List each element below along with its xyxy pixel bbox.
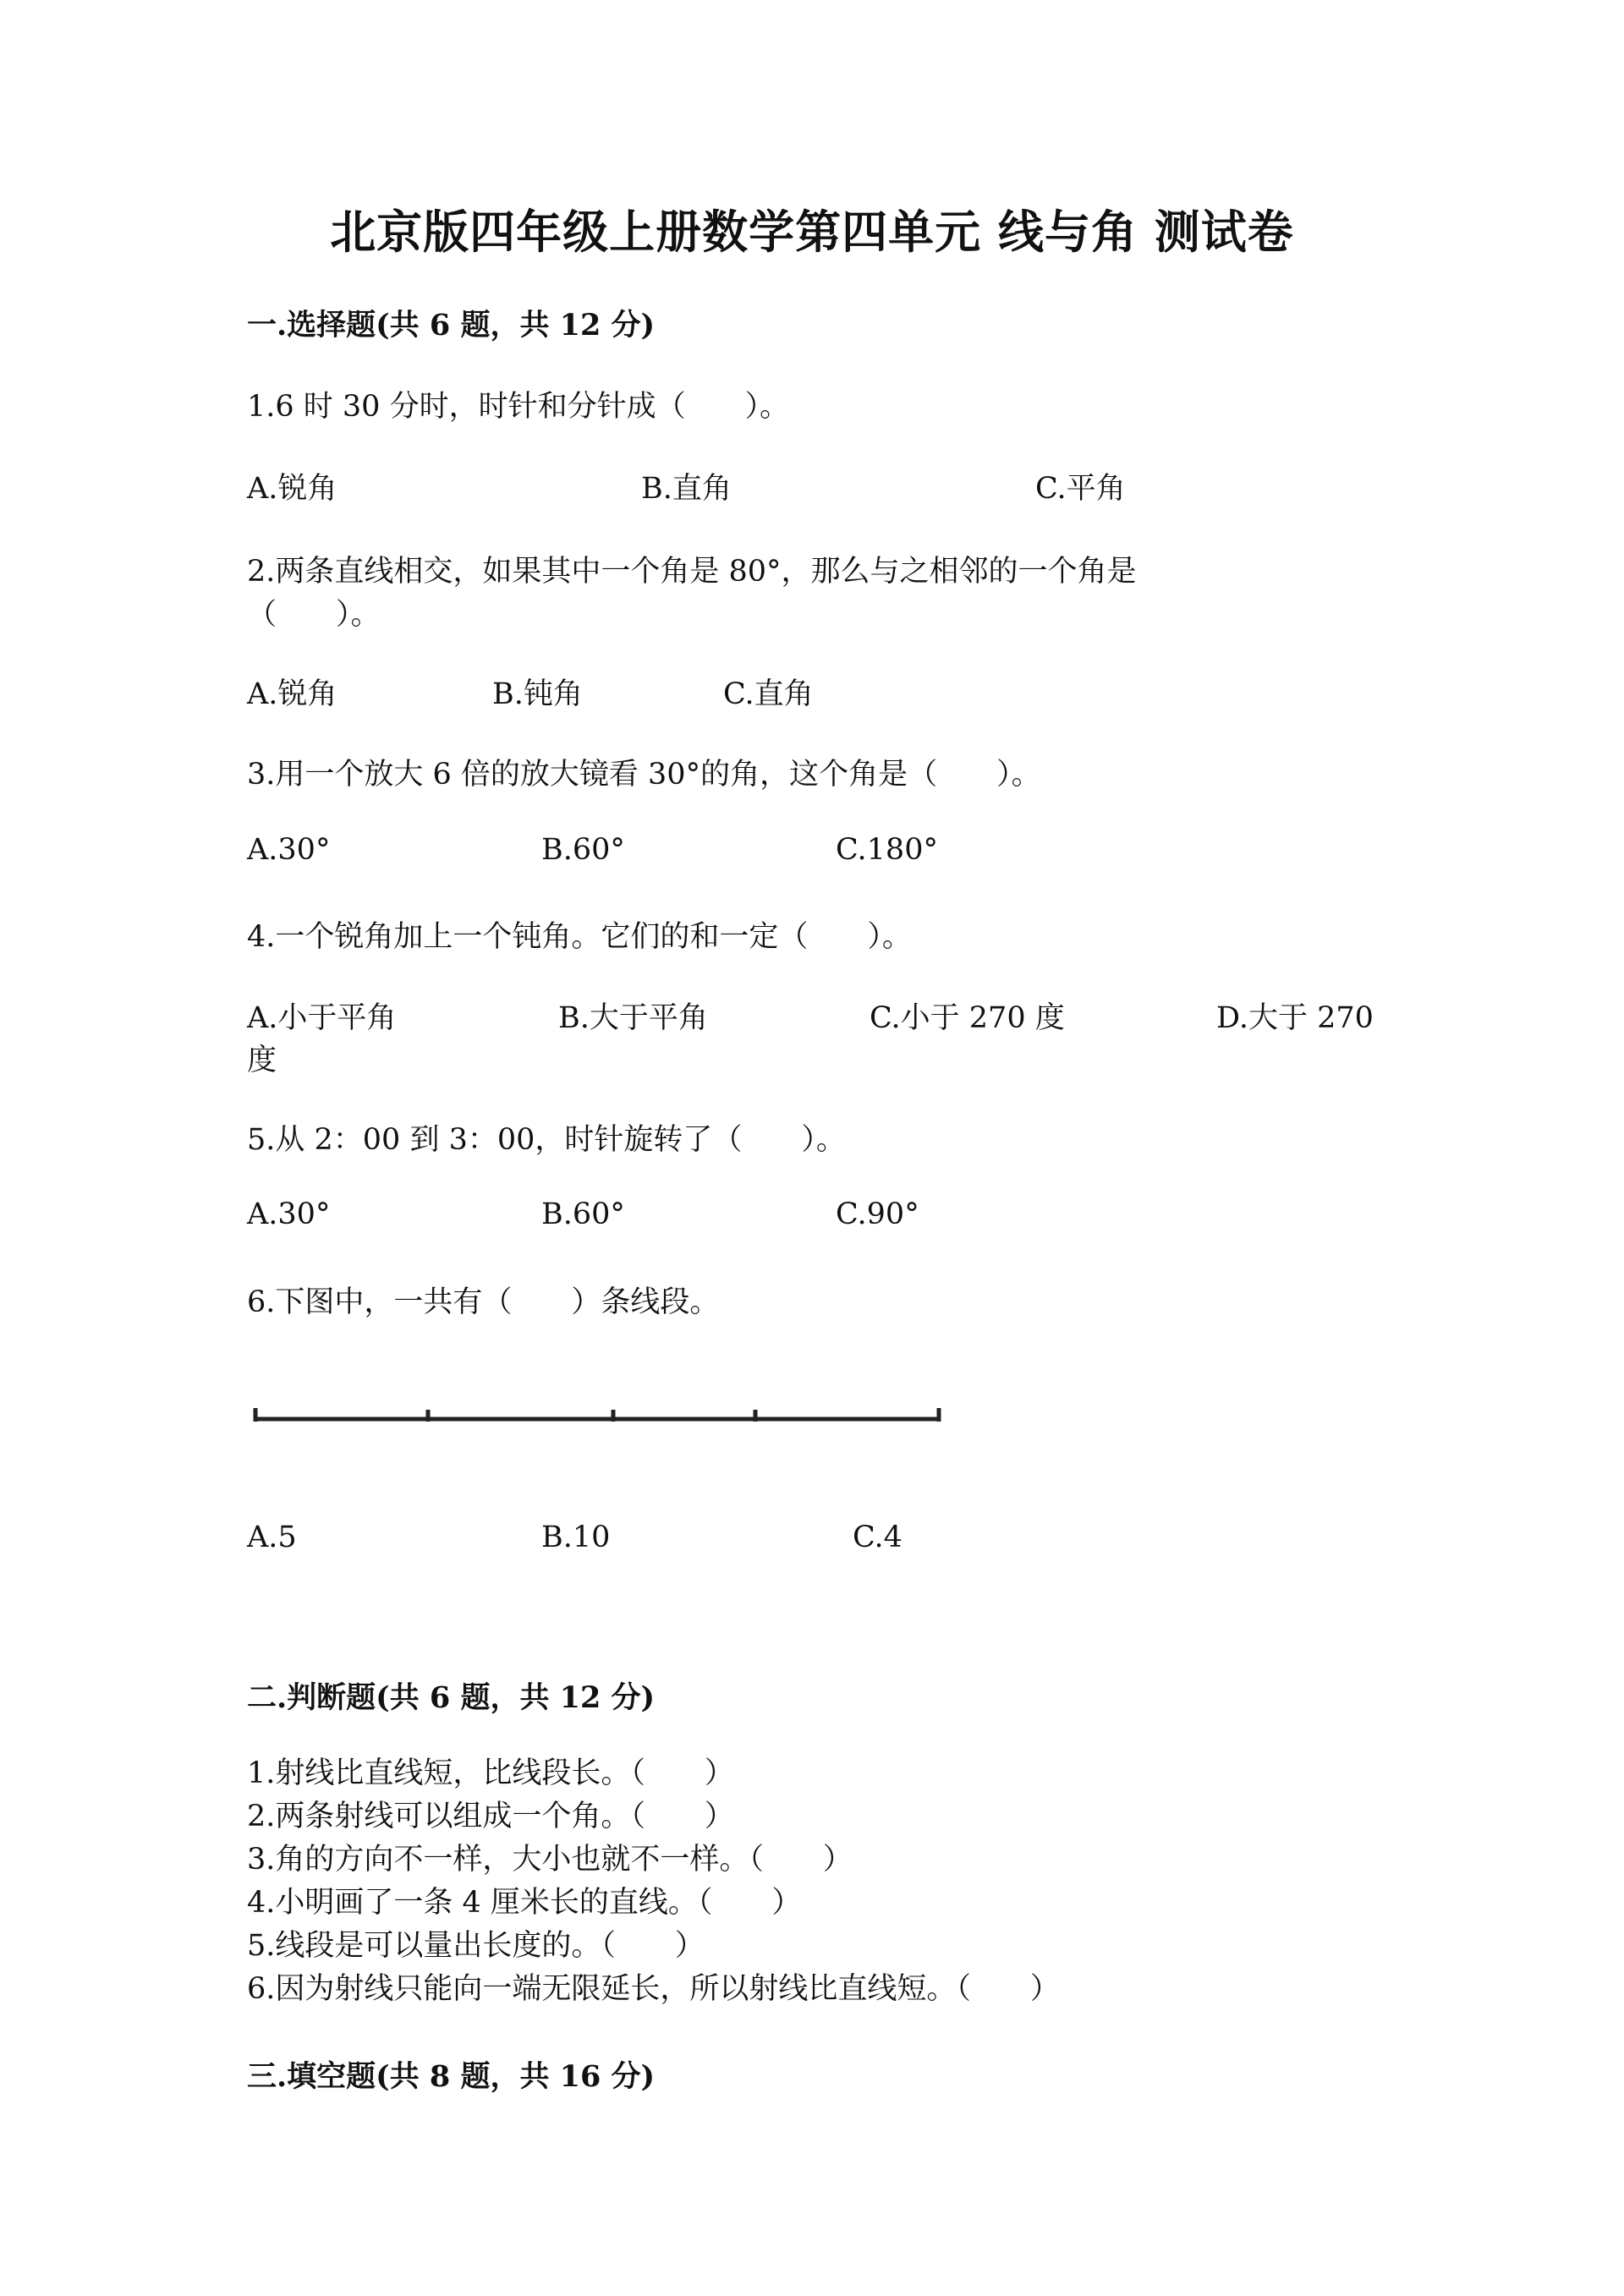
judge-question-4: 4.小明画了一条 4 厘米长的直线。（ ） bbox=[247, 1886, 802, 1920]
question-3-option-a: A.30° bbox=[247, 833, 331, 867]
question-3-option-c: C.180° bbox=[836, 833, 938, 867]
question-2-option-b: B.钝角 bbox=[492, 677, 583, 711]
section-heading-choice: 一.选择题(共 6 题，共 12 分) bbox=[247, 308, 656, 342]
section-heading-fill: 三.填空题(共 8 题，共 16 分) bbox=[247, 2059, 656, 2094]
question-1-stem: 1.6 时 30 分时，时针和分针成（ ）。 bbox=[247, 390, 790, 424]
section-heading-judge: 二.判断题(共 6 题，共 12 分) bbox=[247, 1680, 656, 1715]
question-4-option-d-wrap: 度 bbox=[247, 1044, 277, 1077]
question-4-option-b: B.大于平角 bbox=[558, 1001, 708, 1035]
question-1-option-b: B.直角 bbox=[641, 472, 732, 506]
question-2-stem-line2: （ ）。 bbox=[247, 598, 381, 632]
question-1-option-a: A.锐角 bbox=[247, 472, 337, 506]
question-5-option-a: A.30° bbox=[247, 1197, 331, 1231]
question-2-option-c: C.直角 bbox=[723, 677, 814, 711]
question-3-option-b: B.60° bbox=[541, 833, 625, 867]
question-4-option-a: A.小于平角 bbox=[247, 1001, 397, 1035]
judge-question-5: 5.线段是可以量出长度的。（ ） bbox=[247, 1929, 705, 1963]
question-2-stem-line1: 2.两条直线相交，如果其中一个角是 80°，那么与之相邻的一个角是 bbox=[247, 555, 1137, 589]
judge-question-2: 2.两条射线可以组成一个角。（ ） bbox=[247, 1800, 734, 1833]
question-4-option-c: C.小于 270 度 bbox=[870, 1001, 1065, 1035]
question-6-option-a: A.5 bbox=[247, 1521, 297, 1554]
judge-question-3: 3.角的方向不一样，大小也就不一样。（ ） bbox=[247, 1843, 853, 1877]
question-5-stem: 5.从 2：00 到 3：00，时针旋转了（ ）。 bbox=[247, 1123, 846, 1157]
question-6-option-b: B.10 bbox=[541, 1521, 611, 1554]
question-6-option-c: C.4 bbox=[853, 1521, 903, 1554]
question-4-stem: 4.一个锐角加上一个钝角。它们的和一定（ ）。 bbox=[247, 920, 912, 954]
page-title: 北京版四年级上册数学第四单元 线与角 测试卷 bbox=[330, 205, 1294, 259]
question-1-option-c: C.平角 bbox=[1035, 472, 1126, 506]
question-5-option-b: B.60° bbox=[541, 1197, 625, 1231]
question-3-stem: 3.用一个放大 6 倍的放大镜看 30°的角，这个角是（ ）。 bbox=[247, 758, 1041, 792]
question-5-option-c: C.90° bbox=[836, 1197, 919, 1231]
question-6-stem: 6.下图中，一共有（ ）条线段。 bbox=[247, 1285, 720, 1319]
judge-question-1: 1.射线比直线短，比线段长。（ ） bbox=[247, 1756, 734, 1790]
question-2-option-a: A.锐角 bbox=[247, 677, 337, 711]
judge-question-6: 6.因为射线只能向一端无限延长，所以射线比直线短。（ ） bbox=[247, 1972, 1060, 2006]
question-4-option-d: D.大于 270 bbox=[1216, 1001, 1374, 1035]
